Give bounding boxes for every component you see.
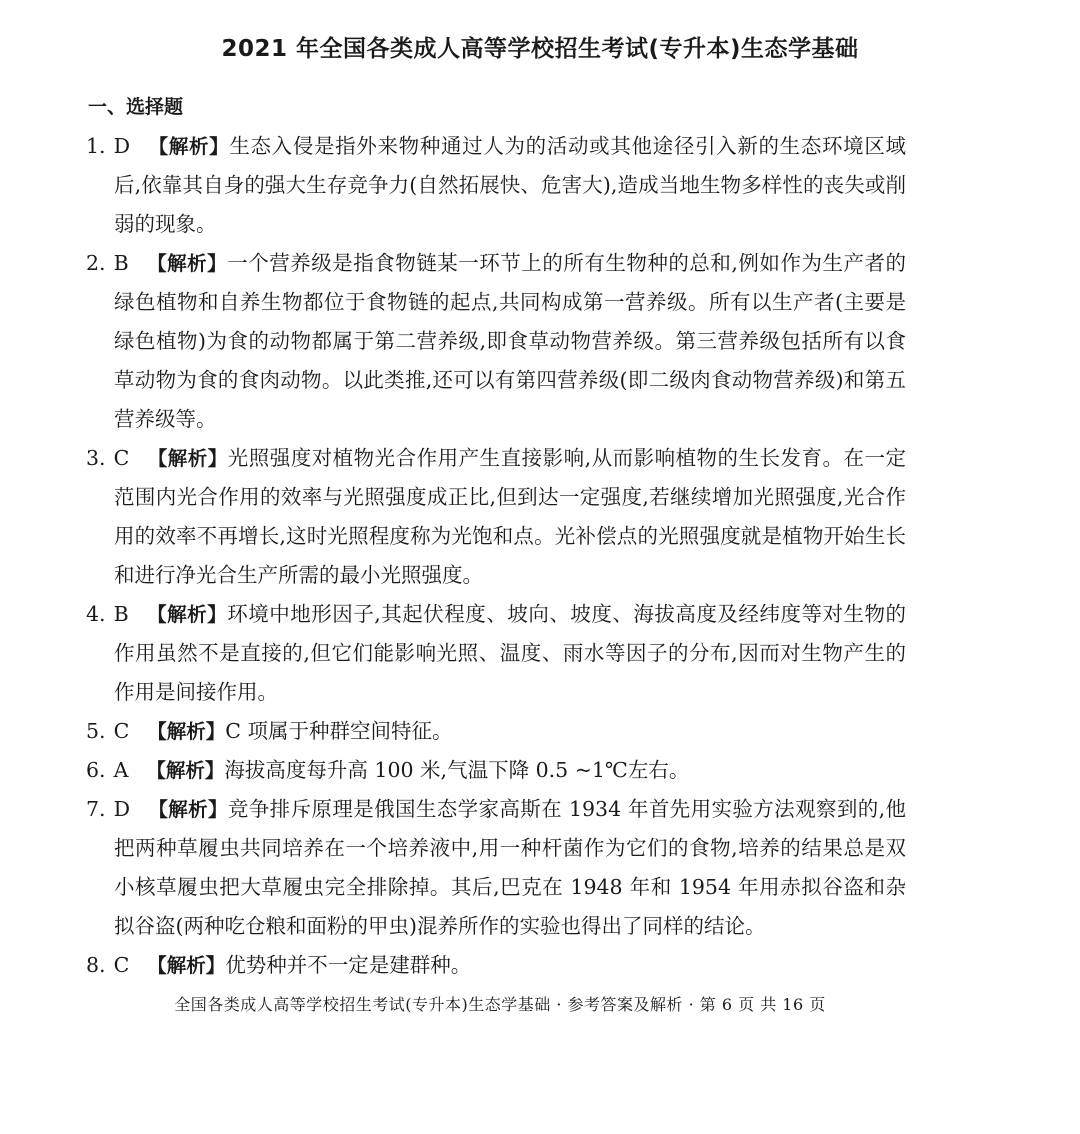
item-number: 1. [86,134,106,158]
answer-item-5 [86,712,906,751]
item-number: 2. [86,251,106,275]
item-answer: A [113,758,129,782]
item-text: 生态入侵是指外来物种通过人为的活动或其他途径引入新的生态环境区域后,依靠其自身的强大生存竞争力(自然拓展快、危害大),造成当地生物多样性的丧失或削弱的现象。 [114,134,906,236]
item-text: 环境中地形因子,其起伏程度、坡向、坡度、海拔高度及经纬度等对生物的作用虽然不是直接的,但它们能影响光照、温度、雨水等因子的分布,因而对生物产生的作用是间接作用。 [114,602,906,704]
answer-item-1 [86,127,906,244]
analysis-tag: 【解析】 [147,720,226,743]
item-text: 优势种并不一定是建群种。 [225,953,472,977]
item-answer: B [113,251,129,275]
item-answer: C [113,446,130,470]
item-number: 6. [86,758,106,782]
item-text: 海拔高度每升高 100 米,气温下降 0.5 ~1℃左右。 [224,758,690,782]
answer-item-7 [86,790,906,946]
answer-item-2 [86,244,906,439]
answer-item-3 [86,439,906,595]
section-heading: 一、选择题 [88,96,184,118]
analysis-tag: 【解析】 [148,135,230,158]
item-text: 一个营养级是指食物链某一环节上的所有生物种的总和,例如作为生产者的绿色植物和自养生物都位于食物链的起点,共同构成第一营养级。所有以生产者(主要是绿色植物)为食的动物都属于第二营养级,即食草动物营养级。第三营养级包括所有以食草动物为食的食肉动物。以此类推,还可以有第四营养级(即二级肉食动物营养级)和第五营养级等。 [114,251,906,431]
item-number: 3. [86,446,106,470]
analysis-tag: 【解析】 [148,798,228,821]
item-number: 8. [86,953,106,977]
answer-item-4 [86,595,906,712]
item-text: C 项属于种群空间特征。 [225,719,453,743]
analysis-tag: 【解析】 [146,252,228,275]
analysis-tag: 【解析】 [146,759,225,782]
analysis-tag: 【解析】 [146,603,228,626]
answer-item-6 [86,751,906,790]
analysis-tag: 【解析】 [147,447,228,470]
item-answer: C [113,719,130,743]
item-number: 7. [86,797,106,821]
item-answer: C [113,953,130,977]
answer-item-8 [86,946,906,985]
item-answer: D [113,797,130,821]
analysis-tag: 【解析】 [147,954,226,977]
page-footer: 全国各类成人高等学校招生考试(专升本)生态学基础 · 参考答案及解析 · 第 6 页 共 16 页 [174,995,826,1014]
item-number: 4. [86,602,106,626]
page-title: 2021 年全国各类成人高等学校招生考试(专升本)生态学基础 [221,36,859,62]
answer-list [86,127,906,985]
item-number: 5. [86,719,106,743]
item-text: 光照强度对植物光合作用产生直接影响,从而影响植物的生长发育。在一定范围内光合作用的效率与光照强度成正比,但到达一定强度,若继续增加光照强度,光合作用的效率不再增长,这时光照程度称为光饱和点。光补偿点的光照强度就是植物开始生长和进行净光合生产所需的最小光照强度。 [114,446,906,587]
item-answer: B [113,602,129,626]
item-answer: D [113,134,130,158]
item-text: 竞争排斥原理是俄国生态学家高斯在 1934 年首先用实验方法观察到的,他把两种草履虫共同培养在一个培养液中,用一种杆菌作为它们的食物,培养的结果总是双小核草履虫把大草履虫完全排除掉。其后,巴克在 1948 年和 1954 年用赤拟谷盗和杂拟谷盗(两种吃仓粮和面粉的甲虫)混养所作的实验也得出了同样的结论。 [114,797,906,938]
